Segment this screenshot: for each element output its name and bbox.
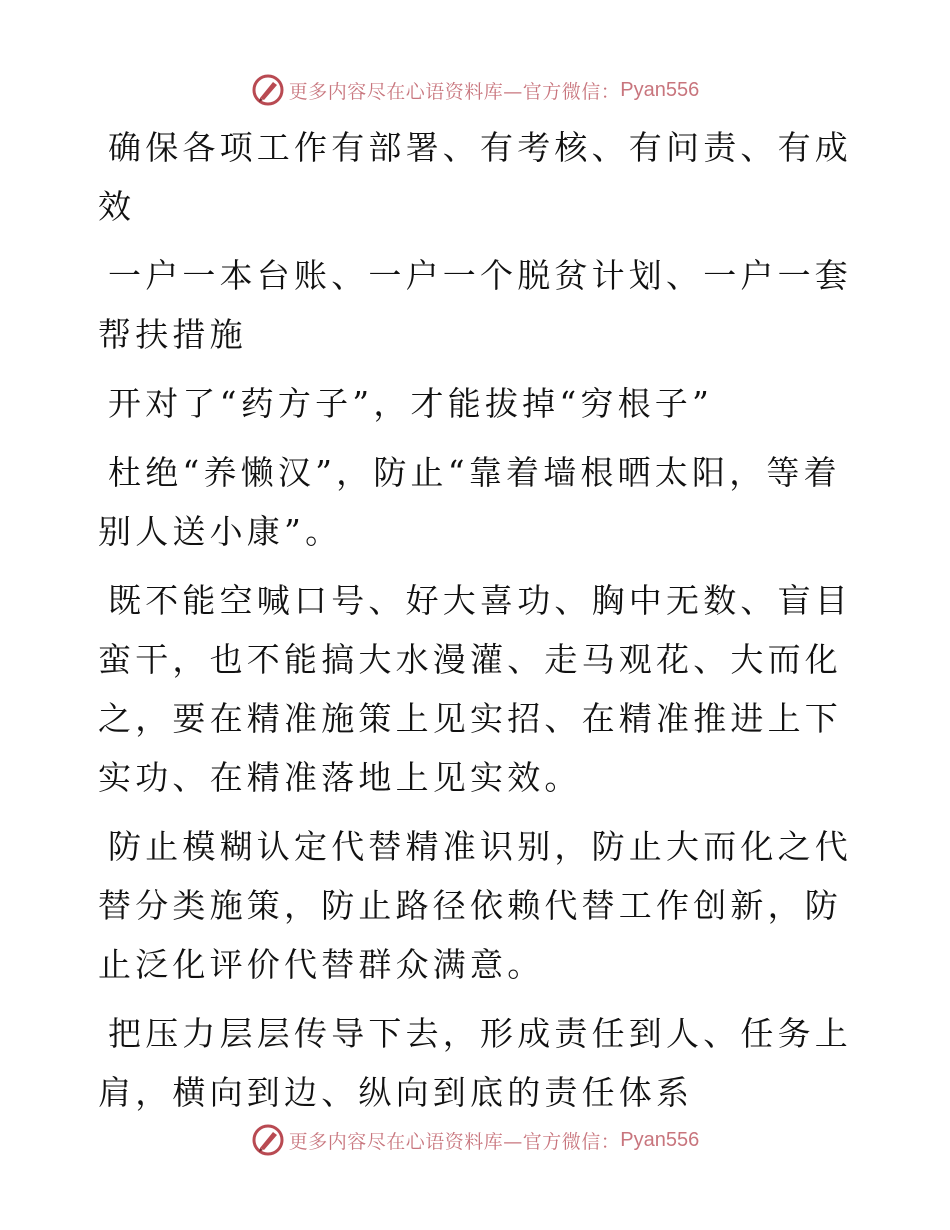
paragraph: 开对了“药方子”，才能拔掉“穷根子” xyxy=(108,384,714,423)
watermark-text: 更多内容尽在心语资料库—官方微信： xyxy=(288,1130,621,1153)
watermark-text: 更多内容尽在心语资料库—官方微信： xyxy=(288,80,621,103)
pen-logo-icon xyxy=(251,73,285,107)
paragraph: 把压力层层传导下去，形成责任到人、任务上肩，横向到边、纵向到底的责任体系 xyxy=(98,1014,852,1112)
pen-logo-icon xyxy=(251,1123,285,1157)
paragraph: 确保各项工作有部署、有考核、有问责、有成效 xyxy=(98,128,852,226)
document-body xyxy=(98,118,858,1132)
watermark-account: Pyan556 xyxy=(620,78,700,101)
watermark-account: Pyan556 xyxy=(620,1128,700,1151)
paragraph: 既不能空喊口号、好大喜功、胸中无数、盲目蛮干，也不能搞大水漫灌、走马观花、大而化之，要在精准施策上见实招、在精准推进上下实功、在精准落地上见实效。 xyxy=(98,581,852,797)
footer-watermark xyxy=(0,1120,950,1160)
paragraph: 一户一本台账、一户一个脱贫计划、一户一套帮扶措施 xyxy=(98,256,852,354)
paragraph: 防止模糊认定代替精准识别，防止大而化之代替分类施策，防止路径依赖代替工作创新，防止泛化评价代替群众满意。 xyxy=(98,827,852,984)
paragraph: 杜绝“养懒汉”，防止“靠着墙根晒太阳，等着别人送小康”。 xyxy=(98,453,841,551)
header-watermark xyxy=(0,70,950,110)
